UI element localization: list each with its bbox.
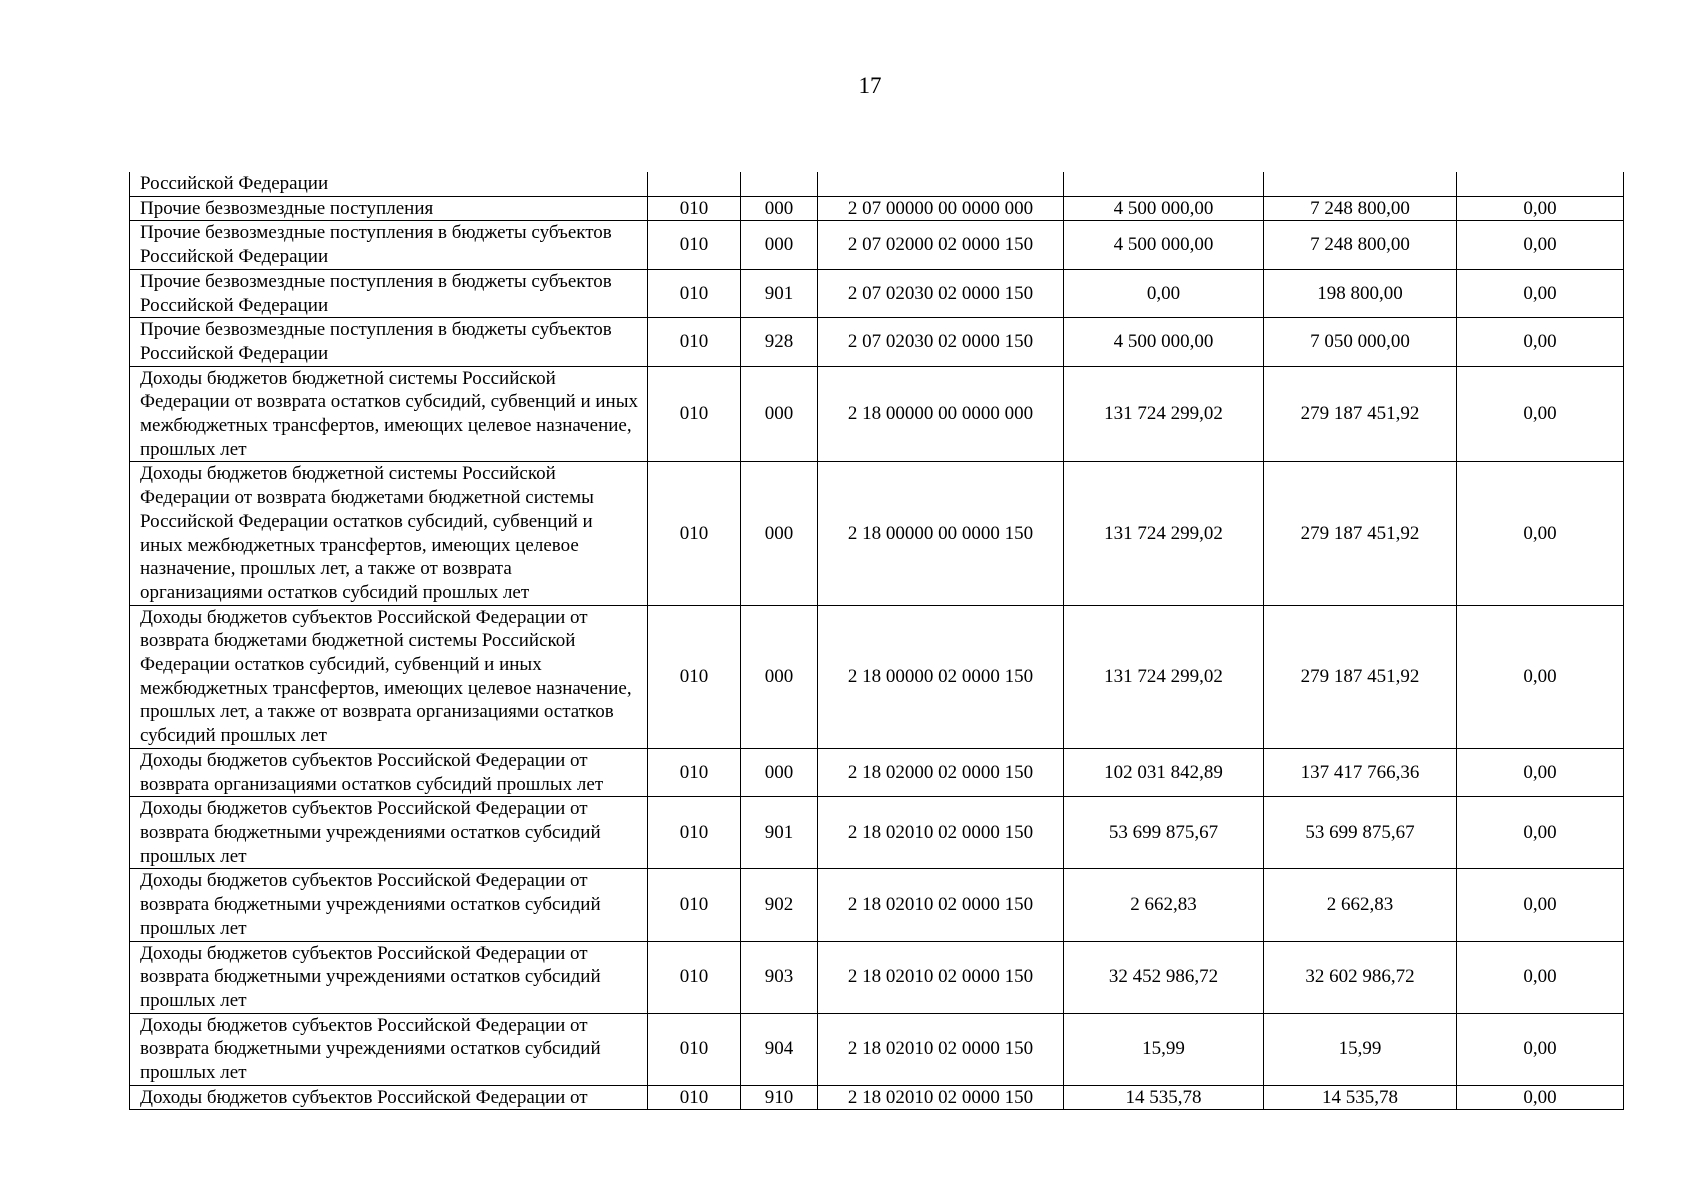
amount-cell-2: 7 050 000,00: [1264, 318, 1457, 366]
chapter-code-cell: 010: [648, 269, 741, 317]
amount-cell-1: 0,00: [1064, 269, 1264, 317]
administrator-code-cell: 000: [741, 748, 818, 796]
chapter-code-cell: 010: [648, 196, 741, 221]
classification-code-cell: 2 18 02010 02 0000 150: [818, 1085, 1064, 1110]
administrator-code-cell: 000: [741, 196, 818, 221]
table-row: [130, 269, 1624, 317]
amount-cell-1: 102 031 842,89: [1064, 748, 1264, 796]
amount-cell-1: 14 535,78: [1064, 1085, 1264, 1110]
administrator-code-cell: 904: [741, 1013, 818, 1085]
chapter-code-cell: 010: [648, 869, 741, 941]
revenue-table: [129, 172, 1624, 1110]
classification-code-cell: 2 18 02000 02 0000 150: [818, 748, 1064, 796]
classification-code-cell: 2 07 00000 00 0000 000: [818, 196, 1064, 221]
amount-cell-3: 0,00: [1457, 196, 1624, 221]
amount-cell-1: 53 699 875,67: [1064, 797, 1264, 869]
administrator-code-cell: [741, 172, 818, 196]
classification-code-cell: 2 07 02000 02 0000 150: [818, 221, 1064, 269]
classification-code-cell: 2 18 00000 00 0000 150: [818, 462, 1064, 605]
chapter-code-cell: [648, 172, 741, 196]
administrator-code-cell: 000: [741, 605, 818, 748]
chapter-code-cell: 010: [648, 748, 741, 796]
revenue-name-cell: Доходы бюджетов бюджетной системы Российской Федерации от возврата остатков субсидий, субвенций и иных межбюджетных трансфертов, имеющих целевое назначение, прошлых лет: [130, 366, 648, 462]
revenue-table-body: [130, 172, 1624, 1110]
revenue-name-cell: Доходы бюджетов субъектов Российской Федерации от возврата бюджетными учреждениями остатков субсидий прошлых лет: [130, 1013, 648, 1085]
amount-cell-3: 0,00: [1457, 318, 1624, 366]
amount-cell-3: 0,00: [1457, 869, 1624, 941]
table-row: [130, 221, 1624, 269]
administrator-code-cell: 902: [741, 869, 818, 941]
chapter-code-cell: 010: [648, 221, 741, 269]
administrator-code-cell: 000: [741, 366, 818, 462]
table-row: [130, 1013, 1624, 1085]
amount-cell-1: 15,99: [1064, 1013, 1264, 1085]
amount-cell-2: 7 248 800,00: [1264, 196, 1457, 221]
table-row: [130, 748, 1624, 796]
amount-cell-3: 0,00: [1457, 941, 1624, 1013]
amount-cell-3: [1457, 172, 1624, 196]
classification-code-cell: 2 07 02030 02 0000 150: [818, 318, 1064, 366]
amount-cell-2: 279 187 451,92: [1264, 366, 1457, 462]
chapter-code-cell: 010: [648, 797, 741, 869]
classification-code-cell: [818, 172, 1064, 196]
amount-cell-2: 137 417 766,36: [1264, 748, 1457, 796]
amount-cell-3: 0,00: [1457, 1013, 1624, 1085]
amount-cell-1: 4 500 000,00: [1064, 196, 1264, 221]
administrator-code-cell: 000: [741, 462, 818, 605]
amount-cell-3: 0,00: [1457, 269, 1624, 317]
amount-cell-3: 0,00: [1457, 221, 1624, 269]
amount-cell-3: 0,00: [1457, 1085, 1624, 1110]
amount-cell-2: 279 187 451,92: [1264, 462, 1457, 605]
amount-cell-3: 0,00: [1457, 605, 1624, 748]
classification-code-cell: 2 18 00000 02 0000 150: [818, 605, 1064, 748]
chapter-code-cell: 010: [648, 318, 741, 366]
revenue-name-cell: Доходы бюджетов субъектов Российской Федерации от возврата бюджетными учреждениями остатков субсидий прошлых лет: [130, 869, 648, 941]
amount-cell-3: 0,00: [1457, 748, 1624, 796]
chapter-code-cell: 010: [648, 1013, 741, 1085]
amount-cell-2: 198 800,00: [1264, 269, 1457, 317]
revenue-name-cell: Российской Федерации: [130, 172, 648, 196]
classification-code-cell: 2 18 02010 02 0000 150: [818, 797, 1064, 869]
page-number: 17: [858, 73, 882, 98]
classification-code-cell: 2 18 02010 02 0000 150: [818, 1013, 1064, 1085]
amount-cell-1: 131 724 299,02: [1064, 462, 1264, 605]
classification-code-cell: 2 07 02030 02 0000 150: [818, 269, 1064, 317]
amount-cell-1: 4 500 000,00: [1064, 221, 1264, 269]
revenue-name-cell: Прочие безвозмездные поступления в бюджеты субъектов Российской Федерации: [130, 318, 648, 366]
table-row: [130, 869, 1624, 941]
amount-cell-1: 32 452 986,72: [1064, 941, 1264, 1013]
amount-cell-2: 15,99: [1264, 1013, 1457, 1085]
amount-cell-1: 2 662,83: [1064, 869, 1264, 941]
administrator-code-cell: 928: [741, 318, 818, 366]
chapter-code-cell: 010: [648, 366, 741, 462]
amount-cell-1: 131 724 299,02: [1064, 605, 1264, 748]
revenue-name-cell: Доходы бюджетов бюджетной системы Российской Федерации от возврата бюджетами бюджетной системы Российской Федерации остатков субсидий, субвенций и иных межбюджетных трансфертов, имеющих целевое назначение, прошлых лет, а также от возврата организациями остатков субсидий прошлых лет: [130, 462, 648, 605]
revenue-name-cell: Прочие безвозмездные поступления в бюджеты субъектов Российской Федерации: [130, 221, 648, 269]
revenue-name-cell: Доходы бюджетов субъектов Российской Федерации от возврата бюджетными учреждениями остатков субсидий прошлых лет: [130, 941, 648, 1013]
administrator-code-cell: 000: [741, 221, 818, 269]
amount-cell-1: 4 500 000,00: [1064, 318, 1264, 366]
revenue-name-cell: Доходы бюджетов субъектов Российской Федерации от возврата бюджетными учреждениями остатков субсидий прошлых лет: [130, 797, 648, 869]
amount-cell-2: 7 248 800,00: [1264, 221, 1457, 269]
revenue-name-cell: Прочие безвозмездные поступления: [130, 196, 648, 221]
amount-cell-2: 32 602 986,72: [1264, 941, 1457, 1013]
amount-cell-1: 131 724 299,02: [1064, 366, 1264, 462]
revenue-name-cell: Доходы бюджетов субъектов Российской Федерации от: [130, 1085, 648, 1110]
chapter-code-cell: 010: [648, 941, 741, 1013]
table-row: [130, 462, 1624, 605]
revenue-name-cell: Доходы бюджетов субъектов Российской Федерации от возврата бюджетами бюджетной системы Российской Федерации остатков субсидий, субвенций и иных межбюджетных трансфертов, имеющих целевое назначение, прошлых лет, а также от возврата организациями остатков субсидий прошлых лет: [130, 605, 648, 748]
amount-cell-2: 14 535,78: [1264, 1085, 1457, 1110]
amount-cell-2: 53 699 875,67: [1264, 797, 1457, 869]
table-row: [130, 318, 1624, 366]
table-row: [130, 941, 1624, 1013]
amount-cell-2: 2 662,83: [1264, 869, 1457, 941]
table-row: [130, 797, 1624, 869]
table-row: [130, 1085, 1624, 1110]
table-row: [130, 366, 1624, 462]
administrator-code-cell: 901: [741, 269, 818, 317]
table-row: [130, 172, 1624, 196]
amount-cell-2: [1264, 172, 1457, 196]
table-row: [130, 196, 1624, 221]
administrator-code-cell: 903: [741, 941, 818, 1013]
amount-cell-3: 0,00: [1457, 366, 1624, 462]
chapter-code-cell: 010: [648, 462, 741, 605]
revenue-name-cell: Доходы бюджетов субъектов Российской Федерации от возврата организациями остатков субсидий прошлых лет: [130, 748, 648, 796]
amount-cell-2: 279 187 451,92: [1264, 605, 1457, 748]
classification-code-cell: 2 18 00000 00 0000 000: [818, 366, 1064, 462]
administrator-code-cell: 901: [741, 797, 818, 869]
revenue-name-cell: Прочие безвозмездные поступления в бюджеты субъектов Российской Федерации: [130, 269, 648, 317]
chapter-code-cell: 010: [648, 605, 741, 748]
amount-cell-3: 0,00: [1457, 462, 1624, 605]
table-row: [130, 605, 1624, 748]
administrator-code-cell: 910: [741, 1085, 818, 1110]
chapter-code-cell: 010: [648, 1085, 741, 1110]
amount-cell-1: [1064, 172, 1264, 196]
classification-code-cell: 2 18 02010 02 0000 150: [818, 941, 1064, 1013]
classification-code-cell: 2 18 02010 02 0000 150: [818, 869, 1064, 941]
amount-cell-3: 0,00: [1457, 797, 1624, 869]
